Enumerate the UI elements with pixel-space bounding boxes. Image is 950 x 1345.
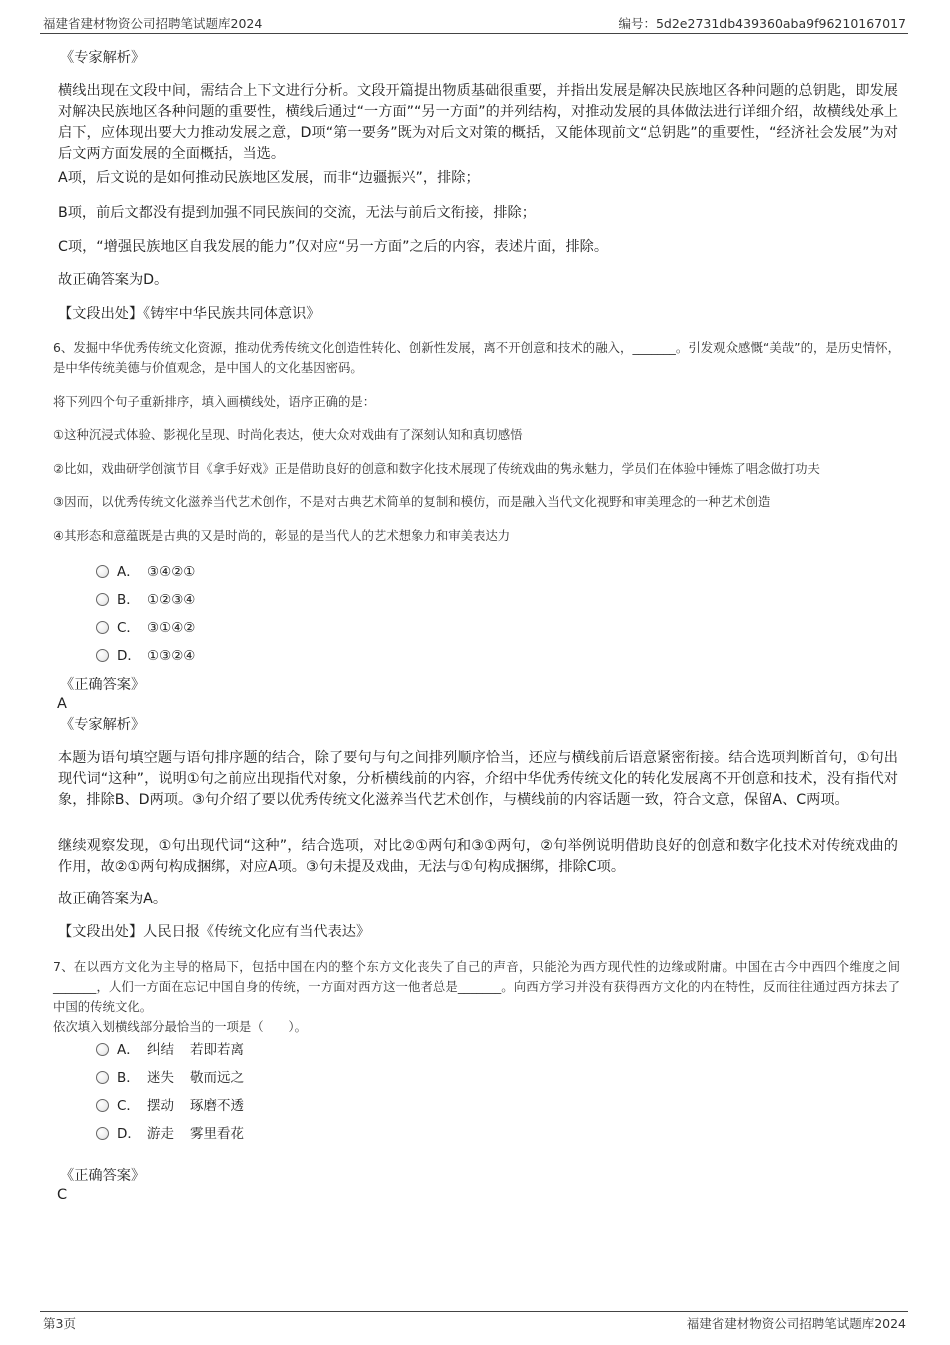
q6-answer-title: 《正确答案》 bbox=[60, 677, 146, 693]
radio-icon[interactable] bbox=[96, 593, 109, 606]
q5-analysis-option-a: A项，后文说的是如何推动民族地区发展，而非“边疆振兴”，排除； bbox=[58, 170, 480, 186]
q5-analysis-option-c: C项，“增强民族地区自我发展的能力”仅对应“另一方面”之后的内容，表述片面，排除。 bbox=[58, 239, 609, 255]
radio-icon[interactable] bbox=[96, 621, 109, 634]
radio-icon[interactable] bbox=[96, 1127, 109, 1140]
radio-icon[interactable] bbox=[96, 1071, 109, 1084]
q5-analysis-title: 《专家解析》 bbox=[60, 50, 146, 66]
q7-answer-title: 《正确答案》 bbox=[60, 1168, 146, 1184]
q7-option-d[interactable]: D． 游走 雾里看花 bbox=[96, 1124, 244, 1144]
q6-stem: 6、发掘中华优秀传统文化资源，推动优秀传统文化创造性转化、创新性发展，离不开创意和技术的融入，_______。引发观众感慨“美哉”的，是历史情怀，是中华传统美德与价值观念，是中国人的文化基因密码。 bbox=[53, 340, 900, 375]
q6-sentence-2: ②比如，戏曲研学创演节目《拿手好戏》正是借助良好的创意和数字化技术展现了传统戏曲的隽永魅力，学员们在体验中锤炼了唱念做打功夫 bbox=[53, 461, 820, 476]
header-doc-number: 编号：5d2e2731db439360aba9f96210167017 bbox=[618, 16, 906, 31]
q7-option-c[interactable]: C． 摆动 琢磨不透 bbox=[96, 1096, 244, 1116]
q7-option-b[interactable]: B． 迷失 敬而远之 bbox=[96, 1068, 244, 1088]
page-number: 第3页 bbox=[43, 1316, 76, 1331]
footer-divider bbox=[40, 1311, 908, 1312]
q6-sentence-4: ④其形态和意蕴既是古典的又是时尚的，彰显的是当代人的艺术想象力和审美表达力 bbox=[53, 528, 511, 543]
q7-option-a[interactable]: A． 纠结 若即若离 bbox=[96, 1040, 244, 1060]
q6-analysis-paragraph-1: 本题为语句填空题与语句排序题的结合，除了要句与句之间排列顺序恰当，还应与横线前后语意紧密衔接。结合选项判断首句，①句出现代词“这种”，说明①句之前应出现指代对象，分析横线前的内容，介绍中华优秀传统文化的转化发展离不开创意和技术，没有指代对象，排除B、D两项。③句介绍了要以优秀传统文化滋养当代艺术创作，与横线前的内容话题一致，符合文意，保留A、C两项。 bbox=[58, 750, 898, 808]
q6-sentence-1: ①这种沉浸式体验、影视化呈现、时尚化表达，使大众对戏曲有了深刻认知和真切感悟 bbox=[53, 427, 523, 442]
footer-title: 福建省建材物资公司招聘笔试题库2024 bbox=[686, 1316, 906, 1331]
q6-option-d[interactable]: D． ①③②④ bbox=[96, 646, 195, 666]
q6-answer: A bbox=[57, 696, 67, 712]
q7-answer: C bbox=[57, 1187, 68, 1203]
q6-source: 【文段出处】人民日报《传统文化应有当代表达》 bbox=[58, 924, 371, 940]
q6-analysis-paragraph-2: 继续观察发现，①句出现代词“这种”，结合选项，对比②①两句和③①两句，②句举例说明借助良好的创意和数字化技术对传统戏曲的作用，故②①两句构成捆绑，对应A项。③句未提及戏曲，无法与①句构成捆绑，排除C项。 bbox=[58, 838, 898, 875]
q6-option-b[interactable]: B． ①②③④ bbox=[96, 590, 195, 610]
q6-option-a[interactable]: A． ③④②① bbox=[96, 562, 195, 582]
header-divider bbox=[40, 33, 908, 34]
radio-icon[interactable] bbox=[96, 1043, 109, 1056]
q5-analysis-paragraph: 横线出现在文段中间，需结合上下文进行分析。文段开篇提出物质基础很重要，并指出发展是解决民族地区各种问题的总钥匙，即发展对解决民族地区各种问题的重要性，横线后通过“一方面”“另一方面”的并列结构，对推动发展的具体做法进行详细介绍，故横线处承上启下，应体现出要大力推动发展之意，D项“第一要务”既为对后文对策的概括，又能体现前文“总钥匙”的重要性，“经济社会发展”为对后文两方面发展的全面概括，当选。 bbox=[58, 83, 898, 162]
q5-conclusion: 故正确答案为D。 bbox=[58, 272, 169, 288]
q6-sentence-3: ③因而，以优秀传统文化滋养当代艺术创作，不是对古典艺术简单的复制和模仿，而是融入当代文化视野和审美理念的一种艺术创造 bbox=[53, 494, 771, 509]
q5-source: 【文段出处】《铸牢中华民族共同体意识》 bbox=[58, 306, 321, 322]
radio-icon[interactable] bbox=[96, 565, 109, 578]
q7-instruction: 依次填入划横线部分最恰当的一项是（ ）。 bbox=[53, 1019, 308, 1034]
q7-stem: 7、在以西方文化为主导的格局下，包括中国在内的整个东方文化丧失了自己的声音，只能沦为西方现代性的边缘或附庸。中国在古今中西四个维度之间_______，人们一方面在忘记中国自身的传统，一方面对西方这一他者总是_______。向西方学习并没有获得西方文化的内在特性，反而往往通过西方抹去了中国的传统文化。 bbox=[53, 959, 900, 1014]
q6-conclusion: 故正确答案为A。 bbox=[58, 891, 168, 907]
header-title: 福建省建材物资公司招聘笔试题库2024 bbox=[43, 16, 263, 31]
radio-icon[interactable] bbox=[96, 1099, 109, 1112]
q6-option-c[interactable]: C． ③①④② bbox=[96, 618, 195, 638]
q5-analysis-option-b: B项，前后文都没有提到加强不同民族间的交流，无法与前后文衔接，排除； bbox=[58, 205, 536, 221]
q6-analysis-title: 《专家解析》 bbox=[60, 717, 146, 733]
radio-icon[interactable] bbox=[96, 649, 109, 662]
q6-instruction: 将下列四个句子重新排序，填入画横线处，语序正确的是： bbox=[53, 394, 376, 409]
